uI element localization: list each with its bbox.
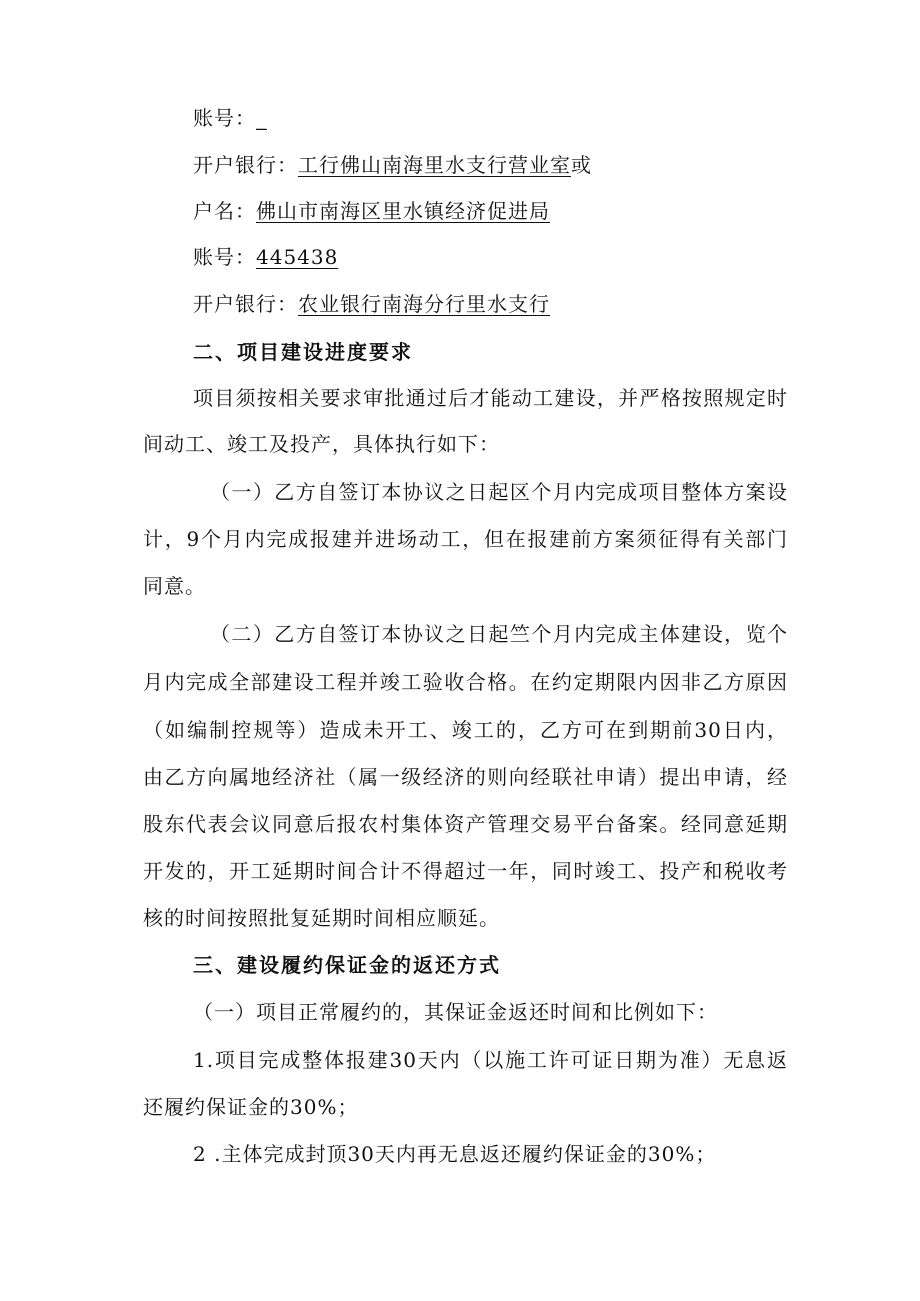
bank2-line	[193, 290, 550, 318]
bank1-line	[193, 151, 592, 179]
item1-line1: （一）乙方自签订本协议之日起区个月内完成项目整体方案设	[210, 480, 788, 504]
point2-line1: 2 .主体完成封顶30天内再无息返还履约保证金的30%；	[193, 1142, 717, 1166]
item1-line3: 同意。	[143, 574, 206, 598]
account1-line	[193, 104, 267, 132]
item2-line1: （二）乙方自签订本协议之日起竺个月内完成主体建设，览个	[210, 622, 788, 646]
account-name-label: 户名：	[193, 199, 256, 223]
account1-label: 账号：	[193, 106, 256, 130]
section3-sub1: （一）项目正常履约的，其保证金返还时间和比例如下：	[193, 1000, 718, 1024]
section3-heading: 三、建设履约保证金的返还方式	[193, 953, 501, 977]
section2-heading: 二、项目建设进度要求	[193, 340, 413, 364]
item2-line7: 核的时间按照批复延期时间相应顺延。	[143, 906, 500, 930]
account-name-line	[193, 197, 550, 225]
item2-line2: 月内完成全部建设工程并竣工验收合格。在约定期限内因非乙方原因	[143, 670, 788, 694]
bank2-value: 农业银行南海分行里水支行	[298, 292, 550, 316]
item2-line4: 由乙方向属地经济社（属一级经济的则向经联社申请）提出申请，经	[143, 765, 788, 789]
account2-value: 445438	[256, 245, 339, 269]
bank1-suffix: 或	[571, 153, 592, 177]
section2-intro-line2: 间动工、竣工及投产，具体执行如下：	[143, 432, 500, 456]
bank1-label: 开户银行：	[193, 153, 298, 177]
account-name-value: 佛山市南海区里水镇经济促进局	[256, 199, 550, 223]
account2-line	[193, 243, 338, 271]
item2-line3: （如编制控规等）造成未开工、竣工的，乙方可在到期前30日内，	[143, 718, 788, 742]
item2-line5: 股东代表会议同意后报农村集体资产管理交易平台备案。经同意延期	[143, 812, 788, 836]
item1-line2: 计，9个月内完成报建并进场动工，但在报建前方案须征得有关部门	[143, 527, 788, 551]
bank1-value: 工行佛山南海里水支行营业室	[298, 153, 571, 177]
bank2-label: 开户银行：	[193, 292, 298, 316]
account1-value: _	[256, 106, 267, 130]
point1-line2: 还履约保证金的30%；	[143, 1095, 359, 1119]
point1-line1: 1.项目完成整体报建30天内（以施工许可证日期为准）无息返	[193, 1048, 788, 1072]
section2-intro-line1: 项目须按相关要求审批通过后才能动工建设，并严格按照规定时	[193, 386, 788, 410]
account2-label: 账号：	[193, 245, 256, 269]
item2-line6: 开发的，开工延期时间合计不得超过一年，同时竣工、投产和税收考	[143, 859, 788, 883]
